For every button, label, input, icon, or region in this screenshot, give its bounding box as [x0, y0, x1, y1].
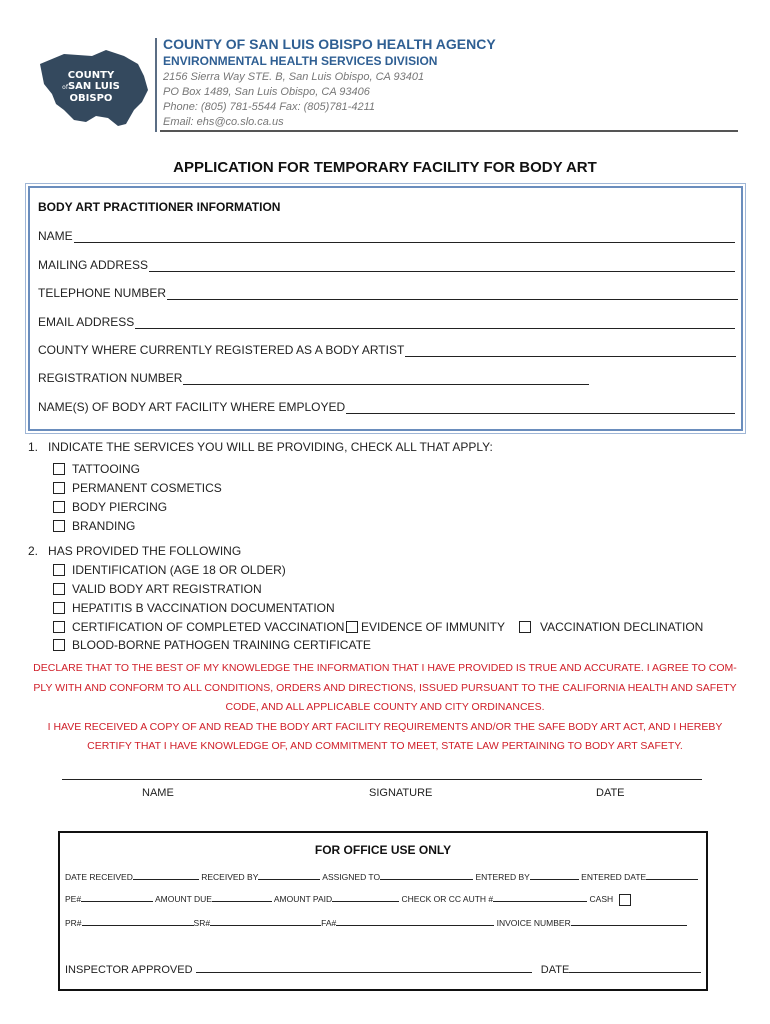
- inspector-approved-row: INSPECTOR APPROVED DATE: [65, 962, 701, 976]
- received-by-line[interactable]: [258, 871, 320, 880]
- email-field[interactable]: [38, 315, 735, 329]
- telephone-field[interactable]: [38, 286, 738, 300]
- invoice-number-line[interactable]: [571, 917, 687, 926]
- address-line-2: PO Box 1489, San Luis Obispo, CA 93406: [163, 86, 370, 98]
- header-divider: [155, 38, 157, 132]
- mailing-address-field[interactable]: [38, 258, 735, 272]
- section1-question: 1. INDICATE THE SERVICES YOU WILL BE PROVIDING, CHECK ALL THAT APPLY:: [28, 440, 493, 454]
- signature-name-label: NAME: [142, 787, 174, 799]
- option-vaccination-declination[interactable]: VACCINATION DECLINATION: [519, 620, 703, 634]
- office-row-1: DATE RECEIVED RECEIVED BY ASSIGNED TO ENTERED BY ENTERED DATE: [65, 871, 698, 882]
- declaration-text: DECLARE THAT TO THE BEST OF MY KNOWLEDGE THE INFORMATION THAT I HAVE PROVIDED IS TRUE AND ACCURATE. I AGREE TO COM- PLY WITH AND CONFORM TO ALL CONDITIONS, ORDERS AND DIRECTIONS, ISSUED PURSUANT TO THE CALIFORNIA HEALTH AND SAFETY CODE, AND ALL APPLICABLE COUNTY AND CITY ORDINANCES. I HAVE RECEIVED A COPY OF AND READ THE BODY ART FACILITY REQUIREMENTS AND/OR THE SAFE BODY ART ACT, AND I HEREBY CERTIFY THAT I HAVE KNOWLEDGE OF, AND COMMITMENT TO MEET, STATE LAW PERTAINING TO BODY ART SAFETY.: [33, 662, 737, 752]
- option-evidence-immunity[interactable]: EVIDENCE OF IMMUNITY: [346, 620, 505, 634]
- option-branding[interactable]: BRANDING: [53, 519, 135, 533]
- county-registered-input-line[interactable]: [405, 345, 736, 357]
- county-logo-text: COUNTY ofSAN LUIS OBISPO: [62, 70, 120, 104]
- email-input-line[interactable]: [135, 317, 735, 329]
- county-registered-label: COUNTY WHERE CURRENTLY REGISTERED AS A BODY ARTIST: [38, 343, 405, 357]
- header-bottom-rule: [160, 130, 738, 132]
- option-permanent-cosmetics[interactable]: PERMANENT COSMETICS: [53, 481, 222, 495]
- email-line: Email: ehs@co.slo.ca.us: [163, 116, 284, 128]
- registration-number-label: REGISTRATION NUMBER: [38, 371, 183, 385]
- facility-employed-field[interactable]: [38, 400, 735, 414]
- entered-by-line[interactable]: [530, 871, 579, 880]
- checkbox-icon[interactable]: [519, 621, 531, 633]
- amount-due-line[interactable]: [212, 893, 272, 902]
- sr-line[interactable]: [210, 917, 321, 926]
- letterhead: [0, 0, 770, 135]
- registration-number-input-line[interactable]: [183, 373, 589, 385]
- section2-question: 2. HAS PROVIDED THE FOLLOWING: [28, 544, 242, 558]
- option-identification[interactable]: IDENTIFICATION (AGE 18 OR OLDER): [53, 563, 286, 577]
- telephone-label: TELEPHONE NUMBER: [38, 286, 167, 300]
- telephone-input-line[interactable]: [167, 288, 738, 300]
- office-use-title: FOR OFFICE USE ONLY: [314, 843, 452, 857]
- checkbox-icon[interactable]: [53, 602, 65, 614]
- office-row-3: PR# SR# FA# INVOICE NUMBER: [65, 917, 687, 928]
- inspector-date-line[interactable]: [569, 962, 701, 973]
- inspector-approved-line[interactable]: [196, 962, 532, 973]
- form-title: APPLICATION FOR TEMPORARY FACILITY FOR BODY ART: [173, 159, 597, 176]
- pe-line[interactable]: [81, 893, 153, 902]
- phone-line: Phone: (805) 781-5544 Fax: (805)781-4211: [163, 101, 375, 113]
- facility-employed-label: NAME(S) OF BODY ART FACILITY WHERE EMPLOYED: [38, 400, 346, 414]
- registration-number-field[interactable]: [38, 371, 589, 385]
- agency-name: COUNTY OF SAN LUIS OBISPO HEALTH AGENCY: [163, 36, 496, 52]
- mailing-address-input-line[interactable]: [149, 260, 735, 272]
- assigned-to-line[interactable]: [380, 871, 473, 880]
- division-name: ENVIRONMENTAL HEALTH SERVICES DIVISION: [163, 54, 438, 68]
- date-received-line[interactable]: [133, 871, 199, 880]
- email-label: EMAIL ADDRESS: [38, 315, 135, 329]
- address-line-1: 2156 Sierra Way STE. B, San Luis Obispo, CA 93401: [163, 71, 425, 83]
- practitioner-info-box: [28, 186, 743, 431]
- mailing-address-label: MAILING ADDRESS: [38, 258, 149, 272]
- option-hepatitis-b[interactable]: HEPATITIS B VACCINATION DOCUMENTATION: [53, 601, 335, 615]
- option-certification-vaccination[interactable]: CERTIFICATION OF COMPLETED VACCINATION: [53, 620, 344, 634]
- fa-line[interactable]: [336, 917, 494, 926]
- checkbox-icon[interactable]: [346, 621, 358, 633]
- checkbox-icon[interactable]: [53, 583, 65, 595]
- signature-date-label: DATE: [596, 787, 625, 799]
- checkbox-icon[interactable]: [53, 501, 65, 513]
- signature-label: SIGNATURE: [369, 787, 433, 799]
- option-bloodborne-pathogen[interactable]: BLOOD-BORNE PATHOGEN TRAINING CERTIFICATE: [53, 638, 371, 652]
- pr-line[interactable]: [82, 917, 194, 926]
- office-row-2: PE# AMOUNT DUE AMOUNT PAID CHECK OR CC AUTH # CASH: [65, 893, 631, 906]
- name-field[interactable]: [38, 229, 735, 243]
- check-cc-line[interactable]: [493, 893, 587, 902]
- checkbox-icon[interactable]: [53, 463, 65, 475]
- option-body-piercing[interactable]: BODY PIERCING: [53, 500, 167, 514]
- cash-checkbox-icon[interactable]: [619, 894, 631, 906]
- facility-employed-input-line[interactable]: [346, 402, 735, 414]
- name-input-line[interactable]: [74, 231, 735, 243]
- office-use-box: [58, 831, 708, 991]
- option-tattooing[interactable]: TATTOOING: [53, 462, 140, 476]
- name-label: NAME: [38, 229, 73, 243]
- county-registered-field[interactable]: [38, 343, 736, 357]
- entered-date-line[interactable]: [646, 871, 698, 880]
- checkbox-icon[interactable]: [53, 639, 65, 651]
- checkbox-icon[interactable]: [53, 564, 65, 576]
- checkbox-icon[interactable]: [53, 482, 65, 494]
- practitioner-heading: BODY ART PRACTITIONER INFORMATION: [38, 200, 281, 214]
- amount-paid-line[interactable]: [332, 893, 399, 902]
- signature-line[interactable]: [62, 779, 702, 780]
- checkbox-icon[interactable]: [53, 520, 65, 532]
- checkbox-icon[interactable]: [53, 621, 65, 633]
- option-valid-registration[interactable]: VALID BODY ART REGISTRATION: [53, 582, 262, 596]
